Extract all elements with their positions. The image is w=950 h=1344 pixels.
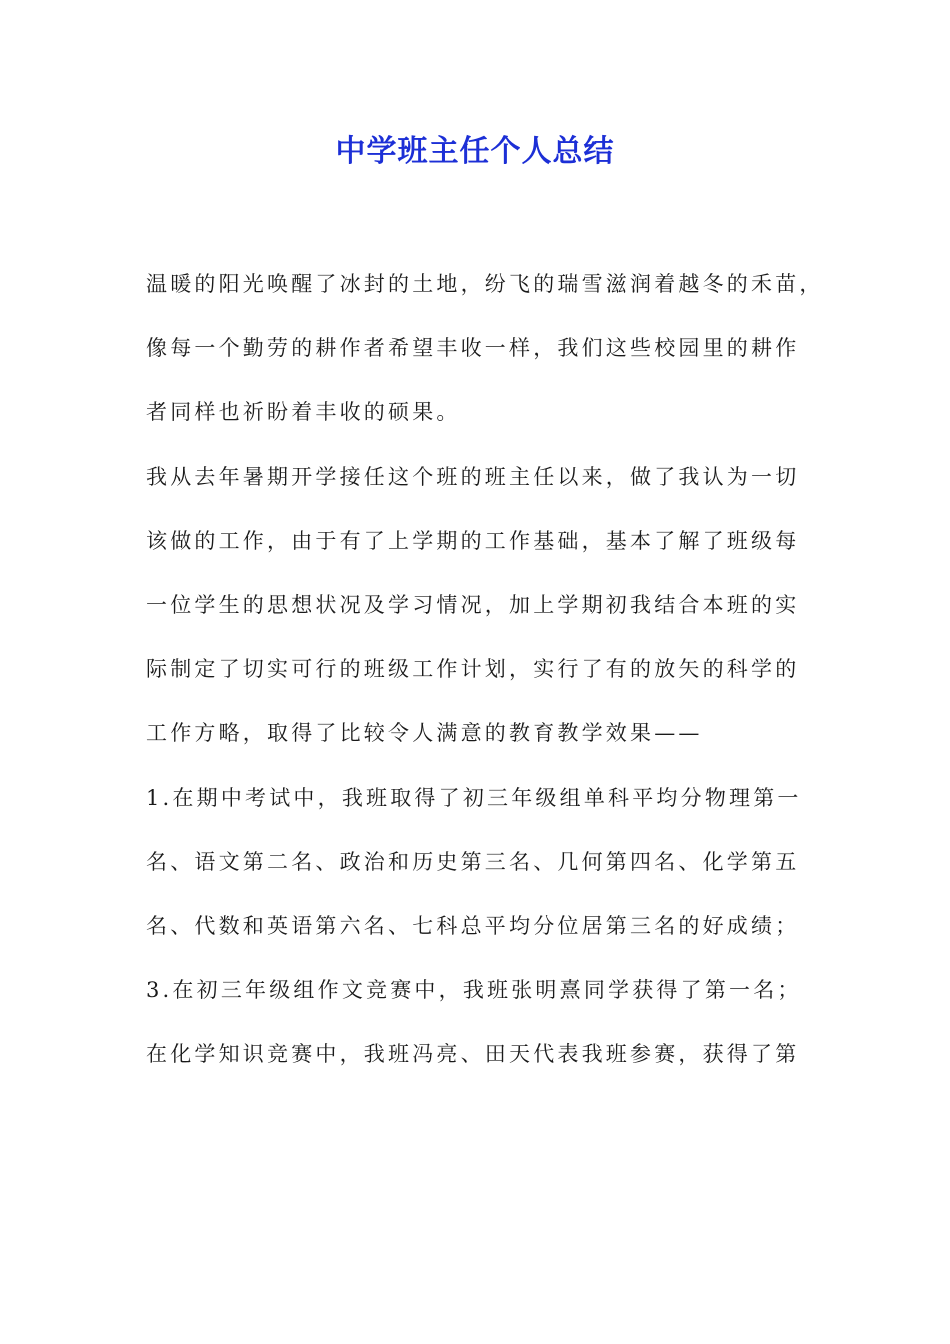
text-line: 者同样也祈盼着丰收的硕果。 — [146, 400, 461, 425]
text-line: 一位学生的思想状况及学习情况，加上学期初我结合本班的实 — [146, 592, 800, 617]
text-line: 温暖的阳光唤醒了冰封的土地，纷飞的瑞雪滋润着越冬的禾苗， — [146, 272, 824, 296]
text-line: 该做的工作，由于有了上学期的工作基础，基本了解了班级每 — [146, 528, 800, 553]
text-line: 际制定了切实可行的班级工作计划，实行了有的放矢的科学的 — [146, 657, 800, 682]
document-body — [146, 258, 824, 1092]
document-title: 中学班主任个人总结 — [335, 134, 615, 169]
text-line: 名、代数和英语第六名、七科总平均分位居第三名的好成绩； — [146, 913, 800, 938]
text-line: 像每一个勤劳的耕作者希望丰收一样，我们这些校园里的耕作 — [146, 336, 800, 361]
text-line: 3.在初三年级组作文竞赛中，我班张明熹同学获得了第一名； — [146, 978, 802, 1003]
text-line: 我从去年暑期开学接任这个班的班主任以来，做了我认为一切 — [146, 464, 800, 489]
text-line: 在化学知识竞赛中，我班冯亮、田天代表我班参赛，获得了第 — [146, 1042, 800, 1067]
text-line: 工作方略，取得了比较令人满意的教育教学效果—— — [146, 721, 703, 746]
text-line: 名、语文第二名、政治和历史第三名、几何第四名、化学第五 — [146, 849, 800, 874]
text-line: 1.在期中考试中，我班取得了初三年级组单科平均分物理第一 — [146, 785, 802, 810]
